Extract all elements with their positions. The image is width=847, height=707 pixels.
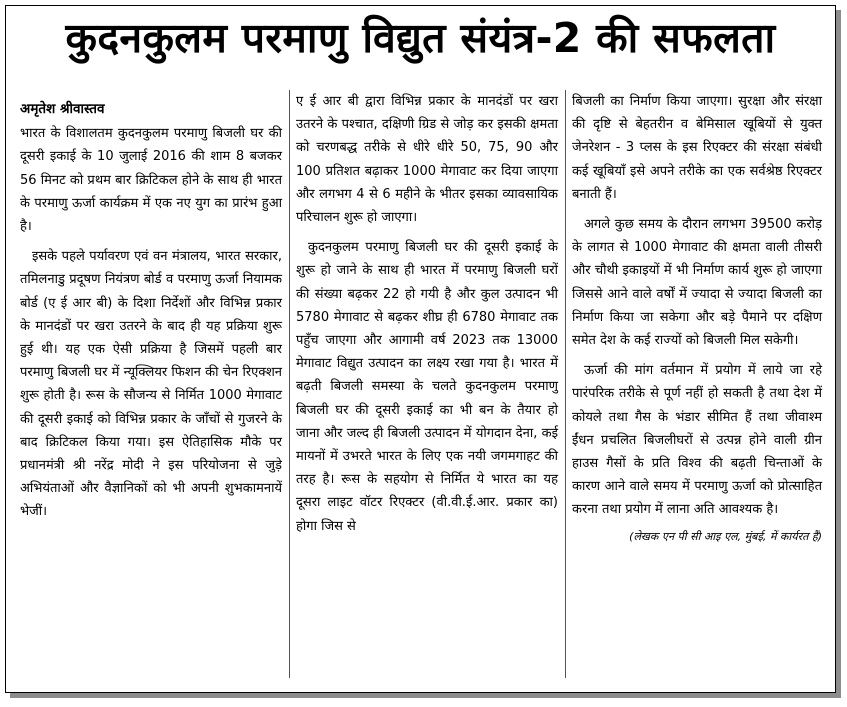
column-divider <box>289 90 290 678</box>
column-divider <box>565 90 566 678</box>
paragraph: ऊर्जा की मांग वर्तमान में प्रयोग में लाये जा रहे पारंपरिक तरीके से पूर्ण नहीं हो सकती है तथा देश में कोयले तथा गैस के भंडार सीमित हैं तथा जीवाश्म ईंधन प्रचलित बिजलीघरों से उत्पन्न होने वाली ग्रीन हाउस गैसों के प्रति विश्व की बढ़ती चिन्ताओं के कारण आने वाले समय में परमाणु ऊर्जा को प्रोत्साहित करना तथा प्रयोग में लाना अति आवश्यक है। <box>572 363 822 518</box>
paragraph: ए ई आर बी द्वारा विभिन्न प्रकार के मानदंडों पर खरा उतरने के पश्चात, दक्षिणी ग्रिड से जोड़ कर इसकी क्षमता को चरणबद्ध तरीके से धीरे धीरे 50, 75, 90 और 100 प्रतिशत बढ़ाकर 1000 मेगावाट कर दिया जाएगा और लगभग 4 से 6 महीने के भीतर इसका व्यावसायिक परिचालन शुरू हो जाएगा। <box>296 94 558 226</box>
column-1 <box>20 98 282 531</box>
column-2 <box>296 90 558 545</box>
paragraph: कुदनकुलम परमाणु बिजली घर की दूसरी इकाई के शुरू हो जाने के साथ ही भारत में परमाणु बिजली घरों की संख्या बढ़कर 22 हो गयी है और कुल उत्पादन भी 5780 मेगावाट से बढ़कर शीघ्र ही 6780 मेगावाट तक पहुँच जाएगा और आगामी वर्ष 2023 तक 13000 मेगावाट विद्युत उत्पादन का लक्ष्य रखा गया है। भारत में बढ़ती बिजली समस्या के चलते कुदनकुलम परमाणु बिजली घर की दूसरी इकाई का भी बन के तैयार हो जाना और जल्द ही बिजली उत्पादन में योगदान देना, कई मायनों में उभरते भारत के लिए एक नयी जगमगाहट की तरह है। रूस के सहयोग से निर्मित ये भारत का यह दूसरा लाइट वॉटर रिएक्टर (वी.वी.ई.आर. प्रकार का) होगा जिस से <box>296 240 558 534</box>
paragraph: भारत के विशालतम कुदनकुलम परमाणु बिजली घर की दूसरी इकाई के 10 जुलाई 2016 की शाम 8 बजकर 56 मिनट को प्रथम बार क्रिटिकल होने के साथ ही भारत के परमाणु ऊर्जा कार्यक्रम में एक नए युग का प्रारंभ हुआ है। <box>20 126 282 235</box>
paragraph: इसके पहले पर्यावरण एवं वन मंत्रालय, भारत सरकार, तमिलनाडु प्रदूषण नियंत्रण बोर्ड व परमाणु ऊर्जा नियामक बोर्ड (ए ई आर बी) के दिशा निर्देशों और विभिन्न प्रकार के मानदंडों पर खरा उतरने के बाद ही यह प्रक्रिया शुरू हुई थी। यह एक ऐसी प्रक्रिया है जिसमें पहली बार परमाणु बिजली घर में न्यूक्लियर फिशन की चेन रिएक्शन शुरू होती है। रूस के सौजन्य से निर्मित 1000 मेगावाट की दूसरी इकाई को विभिन्न प्रकार के जाँचों से गुजरने के बाद क्रिटिकल किया गया। इस ऐतिहासिक मौके पर प्रधानमंत्री श्री नरेंद्र मोदी ने इस परियोजना से जुड़े अभियंताओं और वैज्ञानिकों को भी अपनी शुभकामनायें भेजीं। <box>20 249 282 520</box>
column-3 <box>572 90 822 545</box>
headline: कुदनकुलम परमाणु विद्युत संयंत्र-2 की सफलता <box>65 14 776 62</box>
paragraph: अगले कुछ समय के दौरान लगभग 39500 करोड़ के लागत से 1000 मेगावाट की क्षमता वाली तीसरी और चौथी इकाइयों में भी निर्माण कार्य शुरू हो जाएगा जिससे आने वाले वर्षों में ज्यादा से ज्यादा बिजली का निर्माण किया जा सकेगा और बड़े पैमाने पर दक्षिण समेत देश के कई राज्यों को बिजली मिल सकेगी। <box>572 217 822 349</box>
author-credit: (लेखक एन पी सी आइ एल, मुंबई, में कार्यरत हैं) <box>629 529 822 543</box>
paragraph: बिजली का निर्माण किया जाएगा। सुरक्षा और संरक्षा की दृष्टि से बेहतरीन व बेमिसाल खूबियों से युक्त जेनरेशन - 3 प्लस के इस रिएक्टर की संरक्षा संबंधी कई खूबियाँ इसे अपने तरीके का एक सर्वश्रेष्ठ रिएक्टर बनाती हैं। <box>572 94 822 202</box>
article-frame <box>5 5 836 693</box>
author-byline: अमृतेश श्रीवास्तव <box>20 101 105 117</box>
